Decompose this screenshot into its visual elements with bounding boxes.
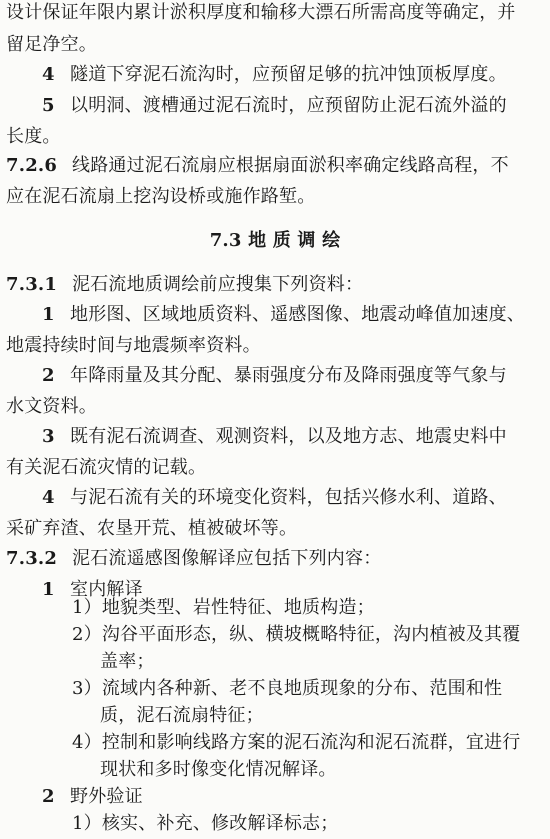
sub-item: 4）控制和影响线路方案的泥石流沟和泥石流群，宜进行 <box>72 732 521 753</box>
text-line: 有关泥石流灾情的记载。 <box>6 457 207 478</box>
text-line: 地震持续时间与地震频率资料。 <box>6 335 261 356</box>
item-number: 1 <box>42 579 55 600</box>
text-line: 室内解译 <box>70 579 143 600</box>
section-heading: 7.3 地 质 调 绘 <box>209 230 341 251</box>
sub-item: 1）地貌类型、岩性特征、地质构造； <box>72 597 375 618</box>
item-number: 4 <box>42 64 55 85</box>
sub-item-continuation: 质，泥石流扇特征； <box>100 705 264 726</box>
text-line: 既有泥石流调查、观测资料，以及地方志、地震史料中 <box>70 426 507 447</box>
sub-item: 1）核实、补充、修改解译标志； <box>72 813 339 834</box>
clause-number: 7.3.2 <box>6 548 58 569</box>
text-line: 长度。 <box>6 126 61 147</box>
text-line: 留足净空。 <box>6 34 97 55</box>
text-line: 应在泥石流扇上挖沟设桥或施作路堑。 <box>6 186 316 207</box>
item-number: 1 <box>42 304 55 325</box>
item-number: 4 <box>42 487 55 508</box>
text-line: 地形图、区域地质资料、遥感图像、地震动峰值加速度、 <box>70 304 525 325</box>
sub-item: 3）流域内各种新、老不良地质现象的分布、范围和性 <box>72 678 503 699</box>
item-number: 3 <box>42 426 55 447</box>
sub-item-continuation: 现状和多时像变化情况解译。 <box>100 759 337 780</box>
text-line: 泥石流遥感图像解译应包括下列内容： <box>72 548 382 569</box>
text-line: 野外验证 <box>70 786 143 807</box>
text-line: 以明洞、渡槽通过泥石流时，应预留防止泥石流外溢的 <box>70 95 507 116</box>
text-line: 线路通过泥石流扇应根据扇面淤积率确定线路高程，不 <box>72 155 509 176</box>
sub-item-continuation: 盖率； <box>100 651 155 672</box>
item-number: 2 <box>42 786 55 807</box>
clause-number: 7.3.1 <box>6 274 58 295</box>
text-line: 年降雨量及其分配、暴雨强度分布及降雨强度等气象与 <box>70 365 507 386</box>
clause-number: 7.2.6 <box>6 155 58 176</box>
text-line: 水文资料。 <box>6 396 97 417</box>
item-number: 5 <box>42 95 55 116</box>
text-line: 隧道下穿泥石流沟时，应预留足够的抗冲蚀顶板厚度。 <box>70 64 507 85</box>
item-number: 2 <box>42 365 55 386</box>
text-line: 与泥石流有关的环境变化资料，包括兴修水利、道路、 <box>70 487 507 508</box>
text-line: 泥石流地质调绘前应搜集下列资料： <box>72 274 364 295</box>
text-line: 采矿弃渣、农垦开荒、植被破坏等。 <box>6 518 298 539</box>
text-line: 设计保证年限内累计淤积厚度和输移大漂石所需高度等确定，并 <box>6 2 516 23</box>
sub-item: 2）沟谷平面形态，纵、横坡概略特征，沟内植被及其覆 <box>72 624 521 645</box>
